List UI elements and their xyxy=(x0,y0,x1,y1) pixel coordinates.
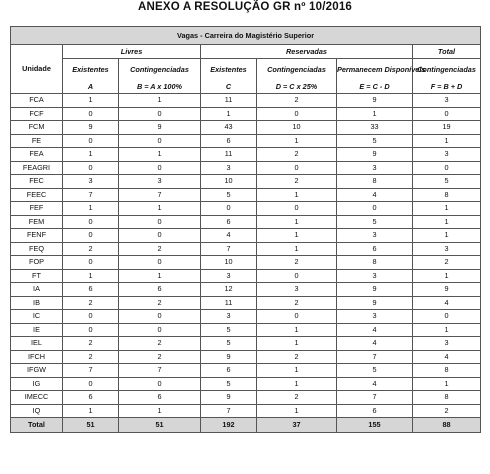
cell-res-permanecem: 4 xyxy=(337,188,413,202)
cell-livres-existentes: 2 xyxy=(63,350,119,364)
cell-res-permanecem: 3 xyxy=(337,269,413,283)
cell-res-existentes: 5 xyxy=(201,377,257,391)
formula-a: A xyxy=(63,81,119,94)
cell-res-existentes: 12 xyxy=(201,283,257,297)
cell-res-permanecem: 3 xyxy=(337,161,413,175)
cell-res-permanecem: 33 xyxy=(337,121,413,135)
cell-total-contingenciadas: 2 xyxy=(413,256,481,270)
cell-res-existentes: 3 xyxy=(201,161,257,175)
cell-res-contingenciadas: 1 xyxy=(257,242,337,256)
cell-livres-existentes: 1 xyxy=(63,404,119,418)
cell-unit: FEEC xyxy=(11,188,63,202)
cell-res-existentes: 5 xyxy=(201,188,257,202)
cell-res-contingenciadas: 1 xyxy=(257,337,337,351)
cell-unit: IFGW xyxy=(11,364,63,378)
cell-livres-existentes: 0 xyxy=(63,377,119,391)
cell-res-existentes: 11 xyxy=(201,296,257,310)
cell-res-permanecem: 1 xyxy=(337,107,413,121)
cell-livres-existentes: 2 xyxy=(63,337,119,351)
cell-res-existentes: 10 xyxy=(201,256,257,270)
cell-total-contingenciadas: 1 xyxy=(413,215,481,229)
cell-unit: IA xyxy=(11,283,63,297)
cell-livres-existentes: 7 xyxy=(63,364,119,378)
cell-unit: FEF xyxy=(11,202,63,216)
cell-livres-existentes: 0 xyxy=(63,256,119,270)
table-row xyxy=(11,148,481,162)
cell-res-contingenciadas: 2 xyxy=(257,296,337,310)
cell-res-contingenciadas: 2 xyxy=(257,391,337,405)
table-row xyxy=(11,391,481,405)
col-total-contingenciadas: Contingenciadas xyxy=(413,59,481,82)
group-livres: Livres xyxy=(63,45,201,59)
cell-livres-existentes: 7 xyxy=(63,188,119,202)
cell-unit: FEC xyxy=(11,175,63,189)
cell-res-contingenciadas: 2 xyxy=(257,350,337,364)
table-row xyxy=(11,215,481,229)
cell-res-contingenciadas: 1 xyxy=(257,404,337,418)
total-a: 51 xyxy=(63,418,119,433)
cell-total-contingenciadas: 2 xyxy=(413,404,481,418)
cell-livres-contingenciadas: 1 xyxy=(119,269,201,283)
cell-livres-existentes: 9 xyxy=(63,121,119,135)
cell-livres-contingenciadas: 9 xyxy=(119,121,201,135)
cell-total-contingenciadas: 3 xyxy=(413,148,481,162)
cell-res-contingenciadas: 3 xyxy=(257,283,337,297)
cell-unit: IMECC xyxy=(11,391,63,405)
cell-unit: IE xyxy=(11,323,63,337)
cell-unit: FEM xyxy=(11,215,63,229)
cell-total-contingenciadas: 1 xyxy=(413,269,481,283)
cell-total-contingenciadas: 3 xyxy=(413,242,481,256)
cell-res-permanecem: 7 xyxy=(337,350,413,364)
cell-livres-contingenciadas: 0 xyxy=(119,310,201,324)
table-row xyxy=(11,337,481,351)
cell-res-permanecem: 5 xyxy=(337,134,413,148)
total-f: 88 xyxy=(413,418,481,433)
cell-res-contingenciadas: 1 xyxy=(257,377,337,391)
cell-unit: IFCH xyxy=(11,350,63,364)
cell-unit: IEL xyxy=(11,337,63,351)
table-row xyxy=(11,323,481,337)
table-row xyxy=(11,121,481,135)
cell-livres-contingenciadas: 6 xyxy=(119,391,201,405)
cell-res-permanecem: 5 xyxy=(337,215,413,229)
cell-res-existentes: 1 xyxy=(201,107,257,121)
cell-livres-existentes: 1 xyxy=(63,202,119,216)
cell-total-contingenciadas: 4 xyxy=(413,296,481,310)
cell-total-contingenciadas: 1 xyxy=(413,377,481,391)
cell-res-contingenciadas: 0 xyxy=(257,202,337,216)
cell-livres-existentes: 2 xyxy=(63,296,119,310)
cell-livres-existentes: 0 xyxy=(63,107,119,121)
cell-res-existentes: 11 xyxy=(201,148,257,162)
table-body xyxy=(11,94,481,418)
cell-total-contingenciadas: 4 xyxy=(413,350,481,364)
cell-res-existentes: 10 xyxy=(201,175,257,189)
table-row xyxy=(11,188,481,202)
vacancies-table xyxy=(10,26,481,433)
cell-res-permanecem: 8 xyxy=(337,175,413,189)
col-res-contingenciadas: Contingenciadas xyxy=(257,59,337,82)
cell-res-permanecem: 9 xyxy=(337,148,413,162)
cell-livres-existentes: 2 xyxy=(63,242,119,256)
cell-total-contingenciadas: 3 xyxy=(413,337,481,351)
cell-livres-contingenciadas: 2 xyxy=(119,350,201,364)
cell-livres-contingenciadas: 0 xyxy=(119,323,201,337)
cell-total-contingenciadas: 5 xyxy=(413,175,481,189)
cell-livres-existentes: 1 xyxy=(63,94,119,108)
table-row xyxy=(11,161,481,175)
cell-livres-existentes: 6 xyxy=(63,283,119,297)
cell-livres-existentes: 6 xyxy=(63,391,119,405)
cell-res-existentes: 5 xyxy=(201,323,257,337)
cell-livres-contingenciadas: 1 xyxy=(119,94,201,108)
document-title: ANEXO A RESOLUÇÃO GR nº 10/2016 xyxy=(137,1,353,13)
cell-livres-existentes: 0 xyxy=(63,215,119,229)
cell-res-contingenciadas: 1 xyxy=(257,215,337,229)
cell-res-contingenciadas: 0 xyxy=(257,269,337,283)
cell-livres-contingenciadas: 0 xyxy=(119,215,201,229)
cell-livres-contingenciadas: 0 xyxy=(119,134,201,148)
formula-d: D = C x 25% xyxy=(257,81,337,94)
total-row xyxy=(11,418,481,433)
cell-total-contingenciadas: 8 xyxy=(413,188,481,202)
table-row xyxy=(11,310,481,324)
formula-e: E = C - D xyxy=(337,81,413,94)
cell-unit: IC xyxy=(11,310,63,324)
cell-livres-existentes: 0 xyxy=(63,229,119,243)
total-e: 155 xyxy=(337,418,413,433)
cell-unit: FCA xyxy=(11,94,63,108)
table-row xyxy=(11,229,481,243)
cell-res-existentes: 5 xyxy=(201,337,257,351)
cell-unit: FEAGRI xyxy=(11,161,63,175)
cell-livres-contingenciadas: 3 xyxy=(119,175,201,189)
cell-total-contingenciadas: 1 xyxy=(413,134,481,148)
table-row xyxy=(11,350,481,364)
cell-livres-contingenciadas: 2 xyxy=(119,296,201,310)
cell-res-permanecem: 0 xyxy=(337,202,413,216)
cell-total-contingenciadas: 1 xyxy=(413,323,481,337)
cell-livres-existentes: 3 xyxy=(63,175,119,189)
cell-res-permanecem: 4 xyxy=(337,337,413,351)
cell-total-contingenciadas: 1 xyxy=(413,202,481,216)
cell-unit: FEQ xyxy=(11,242,63,256)
cell-livres-existentes: 0 xyxy=(63,310,119,324)
cell-total-contingenciadas: 1 xyxy=(413,229,481,243)
cell-unit: IG xyxy=(11,377,63,391)
cell-res-contingenciadas: 0 xyxy=(257,161,337,175)
cell-res-existentes: 43 xyxy=(201,121,257,135)
cell-res-existentes: 6 xyxy=(201,215,257,229)
formula-b: B = A x 100% xyxy=(119,81,201,94)
cell-unit: FCM xyxy=(11,121,63,135)
cell-unit: FOP xyxy=(11,256,63,270)
cell-livres-contingenciadas: 7 xyxy=(119,188,201,202)
table-row xyxy=(11,364,481,378)
cell-res-contingenciadas: 2 xyxy=(257,148,337,162)
cell-total-contingenciadas: 0 xyxy=(413,161,481,175)
cell-livres-contingenciadas: 1 xyxy=(119,404,201,418)
col-res-existentes: Existentes xyxy=(201,59,257,82)
cell-res-contingenciadas: 1 xyxy=(257,229,337,243)
total-b: 51 xyxy=(119,418,201,433)
cell-livres-contingenciadas: 1 xyxy=(119,202,201,216)
cell-res-permanecem: 4 xyxy=(337,323,413,337)
cell-res-permanecem: 3 xyxy=(337,229,413,243)
cell-res-contingenciadas: 1 xyxy=(257,134,337,148)
cell-res-existentes: 7 xyxy=(201,242,257,256)
cell-total-contingenciadas: 3 xyxy=(413,94,481,108)
cell-total-contingenciadas: 0 xyxy=(413,107,481,121)
cell-unit: FE xyxy=(11,134,63,148)
cell-livres-contingenciadas: 7 xyxy=(119,364,201,378)
cell-livres-existentes: 0 xyxy=(63,134,119,148)
formula-f: F = B + D xyxy=(413,81,481,94)
cell-livres-existentes: 1 xyxy=(63,148,119,162)
cell-res-contingenciadas: 2 xyxy=(257,94,337,108)
table-row xyxy=(11,256,481,270)
col-livres-existentes: Existentes xyxy=(63,59,119,82)
unit-header: Unidade xyxy=(11,45,63,94)
total-c: 192 xyxy=(201,418,257,433)
cell-res-existentes: 9 xyxy=(201,350,257,364)
cell-res-existentes: 11 xyxy=(201,94,257,108)
cell-res-existentes: 6 xyxy=(201,134,257,148)
table-row xyxy=(11,134,481,148)
cell-livres-contingenciadas: 0 xyxy=(119,377,201,391)
cell-total-contingenciadas: 19 xyxy=(413,121,481,135)
cell-res-permanecem: 9 xyxy=(337,283,413,297)
cell-res-existentes: 4 xyxy=(201,229,257,243)
cell-res-contingenciadas: 10 xyxy=(257,121,337,135)
cell-res-existentes: 3 xyxy=(201,310,257,324)
cell-livres-contingenciadas: 0 xyxy=(119,161,201,175)
table-row xyxy=(11,269,481,283)
cell-unit: FCF xyxy=(11,107,63,121)
table-row xyxy=(11,404,481,418)
cell-livres-existentes: 0 xyxy=(63,323,119,337)
table-row xyxy=(11,296,481,310)
cell-res-contingenciadas: 2 xyxy=(257,256,337,270)
cell-livres-contingenciadas: 0 xyxy=(119,107,201,121)
cell-total-contingenciadas: 9 xyxy=(413,283,481,297)
cell-livres-contingenciadas: 6 xyxy=(119,283,201,297)
table-title: Vagas - Carreira do Magistério Superior xyxy=(11,27,481,45)
cell-livres-contingenciadas: 1 xyxy=(119,148,201,162)
cell-res-contingenciadas: 2 xyxy=(257,175,337,189)
cell-livres-existentes: 1 xyxy=(63,269,119,283)
group-reservadas: Reservadas xyxy=(201,45,413,59)
cell-res-contingenciadas: 0 xyxy=(257,310,337,324)
formula-c: C xyxy=(201,81,257,94)
cell-res-contingenciadas: 1 xyxy=(257,323,337,337)
table-row xyxy=(11,377,481,391)
cell-total-contingenciadas: 0 xyxy=(413,310,481,324)
group-total: Total xyxy=(413,45,481,59)
col-res-permanecem: Permanecem Disponíveis xyxy=(337,59,413,82)
table-row xyxy=(11,107,481,121)
cell-res-permanecem: 3 xyxy=(337,310,413,324)
cell-unit: FEA xyxy=(11,148,63,162)
cell-res-permanecem: 4 xyxy=(337,377,413,391)
table-row xyxy=(11,242,481,256)
cell-livres-contingenciadas: 0 xyxy=(119,256,201,270)
col-livres-contingenciadas: Contingenciadas xyxy=(119,59,201,82)
cell-unit: FENF xyxy=(11,229,63,243)
cell-livres-contingenciadas: 0 xyxy=(119,229,201,243)
total-label: Total xyxy=(11,418,63,433)
table-row xyxy=(11,94,481,108)
table-row xyxy=(11,175,481,189)
cell-res-contingenciadas: 1 xyxy=(257,364,337,378)
cell-res-contingenciadas: 1 xyxy=(257,188,337,202)
cell-total-contingenciadas: 8 xyxy=(413,391,481,405)
cell-res-existentes: 9 xyxy=(201,391,257,405)
cell-res-existentes: 0 xyxy=(201,202,257,216)
table-row xyxy=(11,202,481,216)
cell-unit: IQ xyxy=(11,404,63,418)
cell-res-contingenciadas: 0 xyxy=(257,107,337,121)
cell-livres-existentes: 0 xyxy=(63,161,119,175)
cell-res-permanecem: 9 xyxy=(337,296,413,310)
cell-unit: IB xyxy=(11,296,63,310)
cell-res-existentes: 7 xyxy=(201,404,257,418)
cell-unit: FT xyxy=(11,269,63,283)
total-d: 37 xyxy=(257,418,337,433)
cell-total-contingenciadas: 8 xyxy=(413,364,481,378)
cell-res-permanecem: 6 xyxy=(337,404,413,418)
cell-res-permanecem: 6 xyxy=(337,242,413,256)
cell-res-existentes: 6 xyxy=(201,364,257,378)
cell-livres-contingenciadas: 2 xyxy=(119,242,201,256)
cell-livres-contingenciadas: 2 xyxy=(119,337,201,351)
cell-res-permanecem: 5 xyxy=(337,364,413,378)
cell-res-permanecem: 9 xyxy=(337,94,413,108)
cell-res-existentes: 3 xyxy=(201,269,257,283)
cell-res-permanecem: 8 xyxy=(337,256,413,270)
cell-res-permanecem: 7 xyxy=(337,391,413,405)
table-row xyxy=(11,283,481,297)
